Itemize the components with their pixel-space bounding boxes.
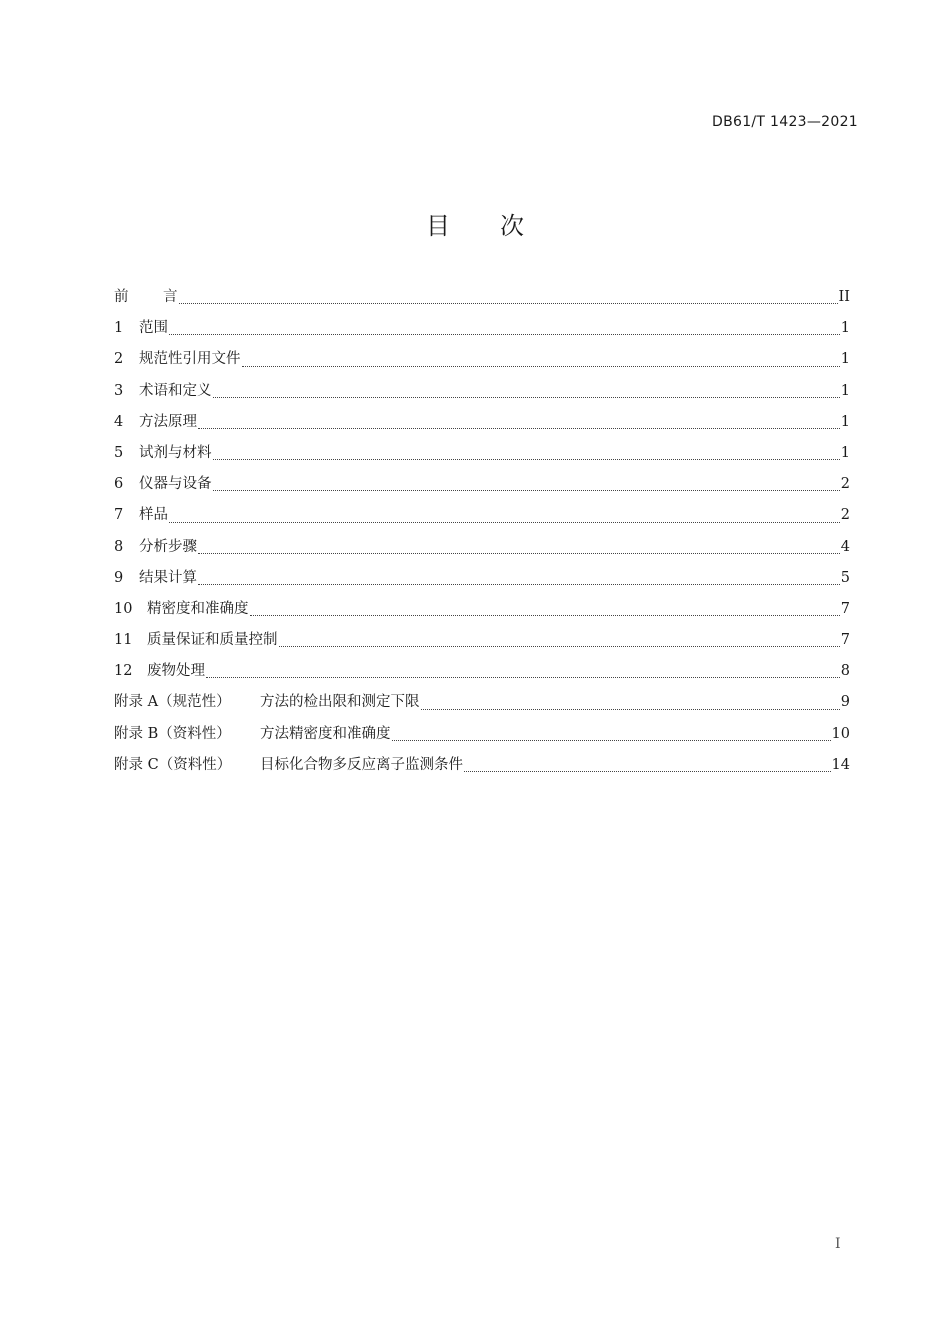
toc-entry-label: 精密度和准确度 [147,600,249,617]
toc-entry-page: 1 [840,320,850,337]
toc-entry-page: 14 [831,756,850,773]
toc-leader-dots [242,366,840,367]
toc-entry-page: 1 [840,444,850,461]
toc-entry-number: 附录 C（资料性） [114,756,232,773]
toc-leader-dots [198,584,840,585]
toc-leader-dots [169,334,840,335]
toc-entry-calculation[interactable] [114,565,850,596]
toc-entry-number: 12 [114,663,133,680]
toc-entry-terms-definitions[interactable] [114,378,850,409]
toc-entry-label: 分析步骤 [139,538,197,555]
toc-entry-page: 1 [840,413,850,430]
toc-entry-number: 附录 A（规范性） [114,694,231,711]
document-code: DB61/T 1423—2021 [712,114,858,130]
toc-entry-foreword[interactable] [114,284,850,315]
toc-entry-waste-treatment[interactable] [114,658,850,689]
toc-entry-label: 仪器与设备 [139,476,212,493]
toc-entry-label: 样品 [139,507,168,524]
toc-entry-number: 8 [114,538,124,555]
toc-entry-page: 10 [831,725,850,742]
toc-entry-scope[interactable] [114,315,850,346]
toc-entry-label: 言 [163,289,178,305]
toc-entry-number: 1 [114,320,124,337]
toc-entry-label: 范围 [139,320,168,337]
toc-entry-page: 7 [840,632,850,649]
toc-entry-number: 7 [114,507,124,524]
page-title [0,206,950,241]
toc-entry-page: 8 [840,663,850,680]
toc-leader-dots [392,740,831,741]
toc-entry-appendix-a[interactable] [114,689,850,720]
toc-entry-label: 方法精密度和准确度 [260,725,391,742]
toc-leader-dots [198,553,840,554]
toc-entry-precision-accuracy[interactable] [114,596,850,627]
toc-leader-dots [250,615,840,616]
toc-entry-method-principle[interactable] [114,409,850,440]
toc-entry-appendix-b[interactable] [114,721,850,752]
table-of-contents [114,284,850,783]
toc-entry-reagents[interactable] [114,440,850,471]
toc-entry-number: 2 [114,351,124,368]
toc-entry-page: 7 [840,600,850,617]
toc-entry-normative-references[interactable] [114,346,850,377]
toc-entry-page: 9 [840,694,850,711]
toc-entry-label: 结果计算 [139,569,197,586]
toc-entry-quality-control[interactable] [114,627,850,658]
toc-entry-appendix-c[interactable] [114,752,850,783]
toc-leader-dots [213,459,840,460]
toc-leader-dots [169,522,840,523]
toc-entry-page: 2 [840,476,850,493]
toc-entry-label: 废物处理 [147,663,205,680]
toc-entry-page: 1 [840,351,850,368]
toc-leader-dots [198,428,840,429]
page-number: I [835,1236,841,1252]
toc-entry-label: 质量保证和质量控制 [147,632,278,649]
toc-entry-number: 9 [114,569,124,586]
toc-entry-page: II [838,289,850,305]
toc-entry-page: 2 [840,507,850,524]
toc-entry-number: 10 [114,600,133,617]
toc-entry-number: 11 [114,632,133,649]
toc-entry-label: 方法的检出限和测定下限 [260,694,420,711]
toc-leader-dots [279,646,840,647]
toc-entry-label: 试剂与材料 [139,444,212,461]
toc-leader-dots [179,303,838,304]
toc-entry-label: 规范性引用文件 [139,351,241,368]
toc-entry-samples[interactable] [114,502,850,533]
toc-leader-dots [464,771,831,772]
toc-entry-number: 3 [114,382,124,399]
toc-entry-label: 目标化合物多反应离子监测条件 [260,756,463,773]
toc-leader-dots [421,709,840,710]
toc-entry-number: 4 [114,413,124,430]
title-char-1: 目 [426,212,450,240]
toc-entry-page: 1 [840,382,850,399]
toc-entry-number: 6 [114,476,124,493]
title-char-2: 次 [500,212,524,240]
toc-entry-analysis-steps[interactable] [114,534,850,565]
toc-entry-number: 前 [114,289,129,305]
toc-entry-label: 术语和定义 [139,382,212,399]
toc-entry-number: 附录 B（资料性） [114,725,231,742]
toc-entry-page: 4 [840,538,850,555]
toc-entry-page: 5 [840,569,850,586]
toc-entry-number: 5 [114,444,124,461]
toc-entry-instruments[interactable] [114,471,850,502]
toc-entry-label: 方法原理 [139,413,197,430]
toc-leader-dots [206,677,840,678]
toc-leader-dots [213,397,840,398]
toc-leader-dots [213,490,840,491]
